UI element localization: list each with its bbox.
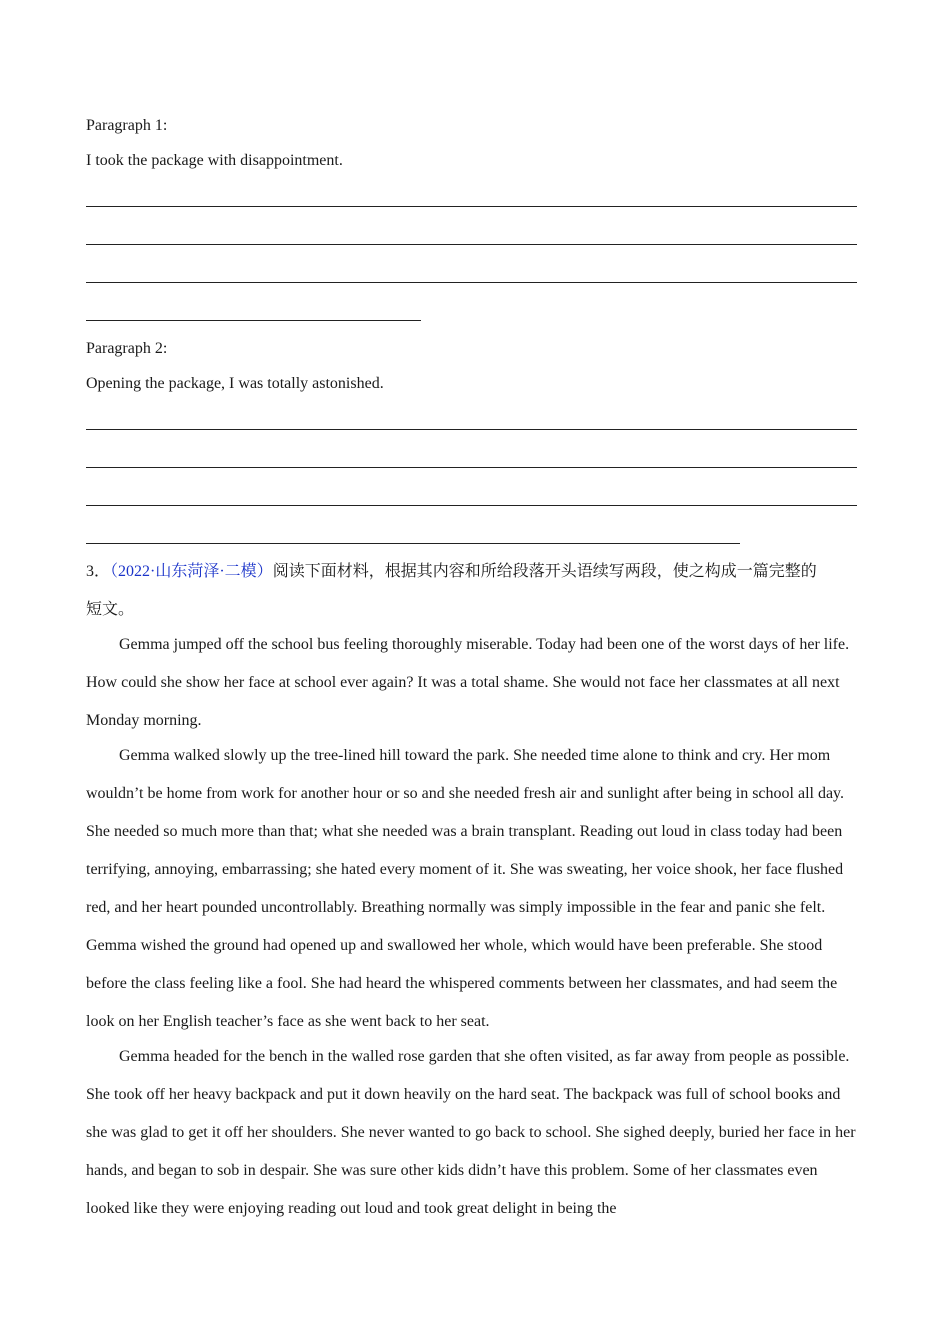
- paragraph2-opening: Opening the package, I was totally astonished.: [86, 375, 384, 392]
- passage-paragraph-3: Gemma headed for the bench in the walled rose garden that she often visited, as far away from people as possible. She took off her heavy backpack and put it down heavily on the hard seat. The backpack was full of school books and she was glad to get it off her shoulders. She never wanted to go back to school. She sighed deeply, buried her face in her hands, and began to sob in despair. She was sure other kids didn’t have this problem. Some of her classmates even looked like they were enjoying reading out loud and took great delight in being the: [86, 1048, 856, 1217]
- question-source: （2022·山东菏泽·二模）: [110, 563, 273, 580]
- passage-paragraph-1: Gemma jumped off the school bus feeling thoroughly miserable. Today had been one of the worst days of her life. How could she show her face at school ever again? It was a total shame. She would not face her classmates at all next Monday morning.: [86, 636, 850, 729]
- question-instruction: 阅读下面材料，根据其内容和所给段落开头语续写两段，使之构成一篇完整的: [272, 563, 817, 580]
- writing-line[interactable]: [86, 543, 740, 544]
- writing-line[interactable]: [86, 282, 857, 283]
- writing-line[interactable]: [86, 206, 857, 207]
- question3-header: [86, 553, 860, 629]
- question-instruction-cont: 短文。: [86, 601, 135, 618]
- writing-line[interactable]: [86, 505, 857, 506]
- writing-line[interactable]: [86, 467, 857, 468]
- writing-line[interactable]: [86, 429, 857, 430]
- paragraph2-label: Paragraph 2:: [86, 340, 168, 357]
- paragraph1-opening: I took the package with disappointment.: [86, 152, 343, 169]
- writing-line[interactable]: [86, 244, 857, 245]
- question-number: 3．: [86, 563, 111, 580]
- passage-paragraph-2: Gemma walked slowly up the tree-lined hill toward the park. She needed time alone to think and cry. Her mom wouldn’t be home from work for another hour or so and she needed fresh air and sunlight after being in school all day. She needed so much more than that; what she needed was a brain transplant. Reading out loud in class today had been terrifying, annoying, embarrassing; she hated every moment of it. She was sweating, her voice shook, her face flushed red, and her heart pounded uncontrollably. Breathing normally was simply impossible in the fear and panic she felt. Gemma wished the ground had opened up and swallowed her whole, which would have been preferable. She stood before the class feeling like a fool. She had heard the whispered comments between her classmates, and had seem the look on her English teacher’s face as she went back to her seat.: [86, 747, 845, 1030]
- writing-line[interactable]: [86, 320, 421, 321]
- paragraph1-label: Paragraph 1:: [86, 117, 168, 134]
